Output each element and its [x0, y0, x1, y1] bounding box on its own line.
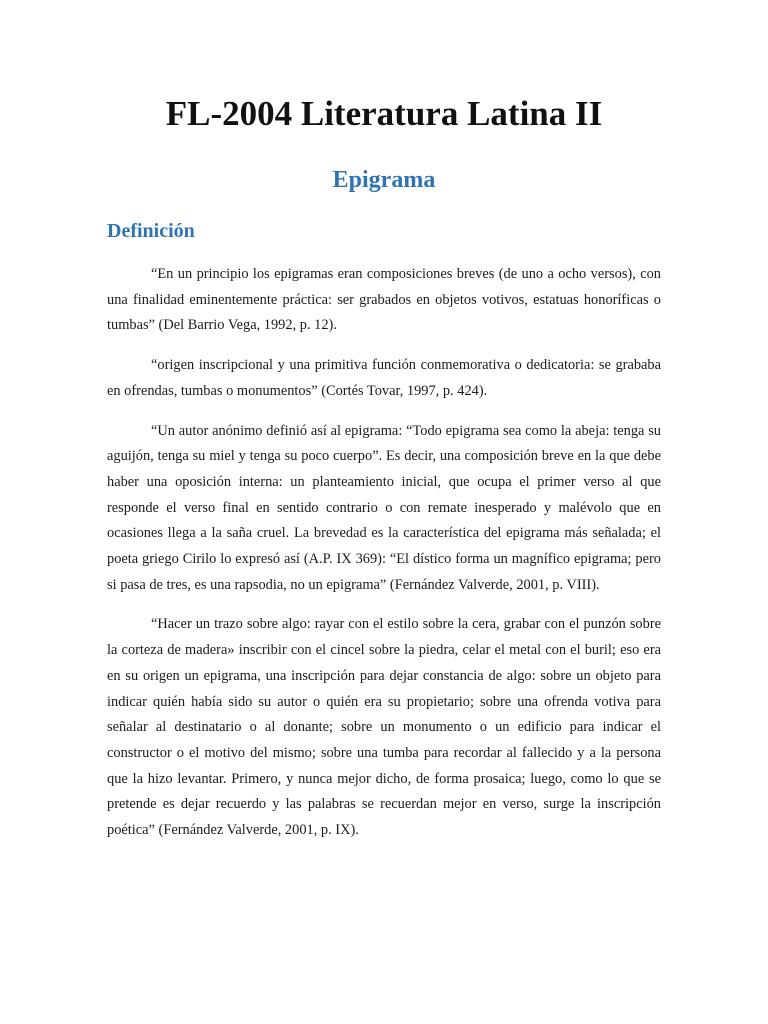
document-title: FL-2004 Literatura Latina II [165, 94, 603, 133]
paragraph-4: “Hacer un trazo sobre algo: rayar con el estilo sobre la cera, grabar con el punzón sobre la corteza de madera» inscribir con el cincel sobre la piedra, celar el metal con el buril; eso era en su origen un epigrama, una inscripción para dejar constancia de algo: sobre un objeto para indicar quién había sido su autor o quién era su propietario; sobre una ofrenda votiva para señalar al destinatario o al donante; sobre un monumento o un edificio para indicar el constructor o el motivo del mismo; sobre una tumba para recordar al fallecido y a la persona que la hizo levantar. Primero, y nunca mejor dicho, de forma prosaica; luego, como lo que se pretende es dejar recuerdo y las palabras se recuerdan mejor en verso, surge la inscripción poética” (Fernández Valverde, 2001, p. IX). [107, 616, 661, 839]
section-heading: Definición [107, 220, 195, 242]
paragraph-3: “Un autor anónimo definió así al epigrama: “Todo epigrama sea como la abeja: tenga su aguijón, tenga su miel y tenga su poco cuerpo”. Es decir, una composición breve en la que debe haber una oposición interna: un planteamiento inicial, que ocupa el primer verso al que responde el verso final en sentido contrario o con remate inesperado y malévolo que en ocasiones llega a la saña cruel. La brevedad es la característica del epigrama más señalada; el poeta griego Cirilo lo expresó así (A.P. IX 369): “El dístico forma un magnífico epigrama; pero si pasa de tres, es una rapsodia, no un epigrama” (Fernández Valverde, 2001, p. VIII). [107, 422, 661, 593]
document-subtitle: Epigrama [332, 167, 436, 193]
body-text [107, 262, 661, 858]
paragraph-1: “En un principio los epigramas eran composiciones breves (de uno a ocho versos), con una finalidad eminentemente práctica: ser grabados en objetos votivos, estatuas honoríficas o tumbas” (Del Barrio Vega, 1992, p. 12). [107, 266, 661, 334]
paragraph-2: “origen inscripcional y una primitiva función conmemorativa o dedicatoria: se grababa en ofrendas, tumbas o monumentos” (Cortés Tovar, 1997, p. 424). [107, 357, 661, 399]
